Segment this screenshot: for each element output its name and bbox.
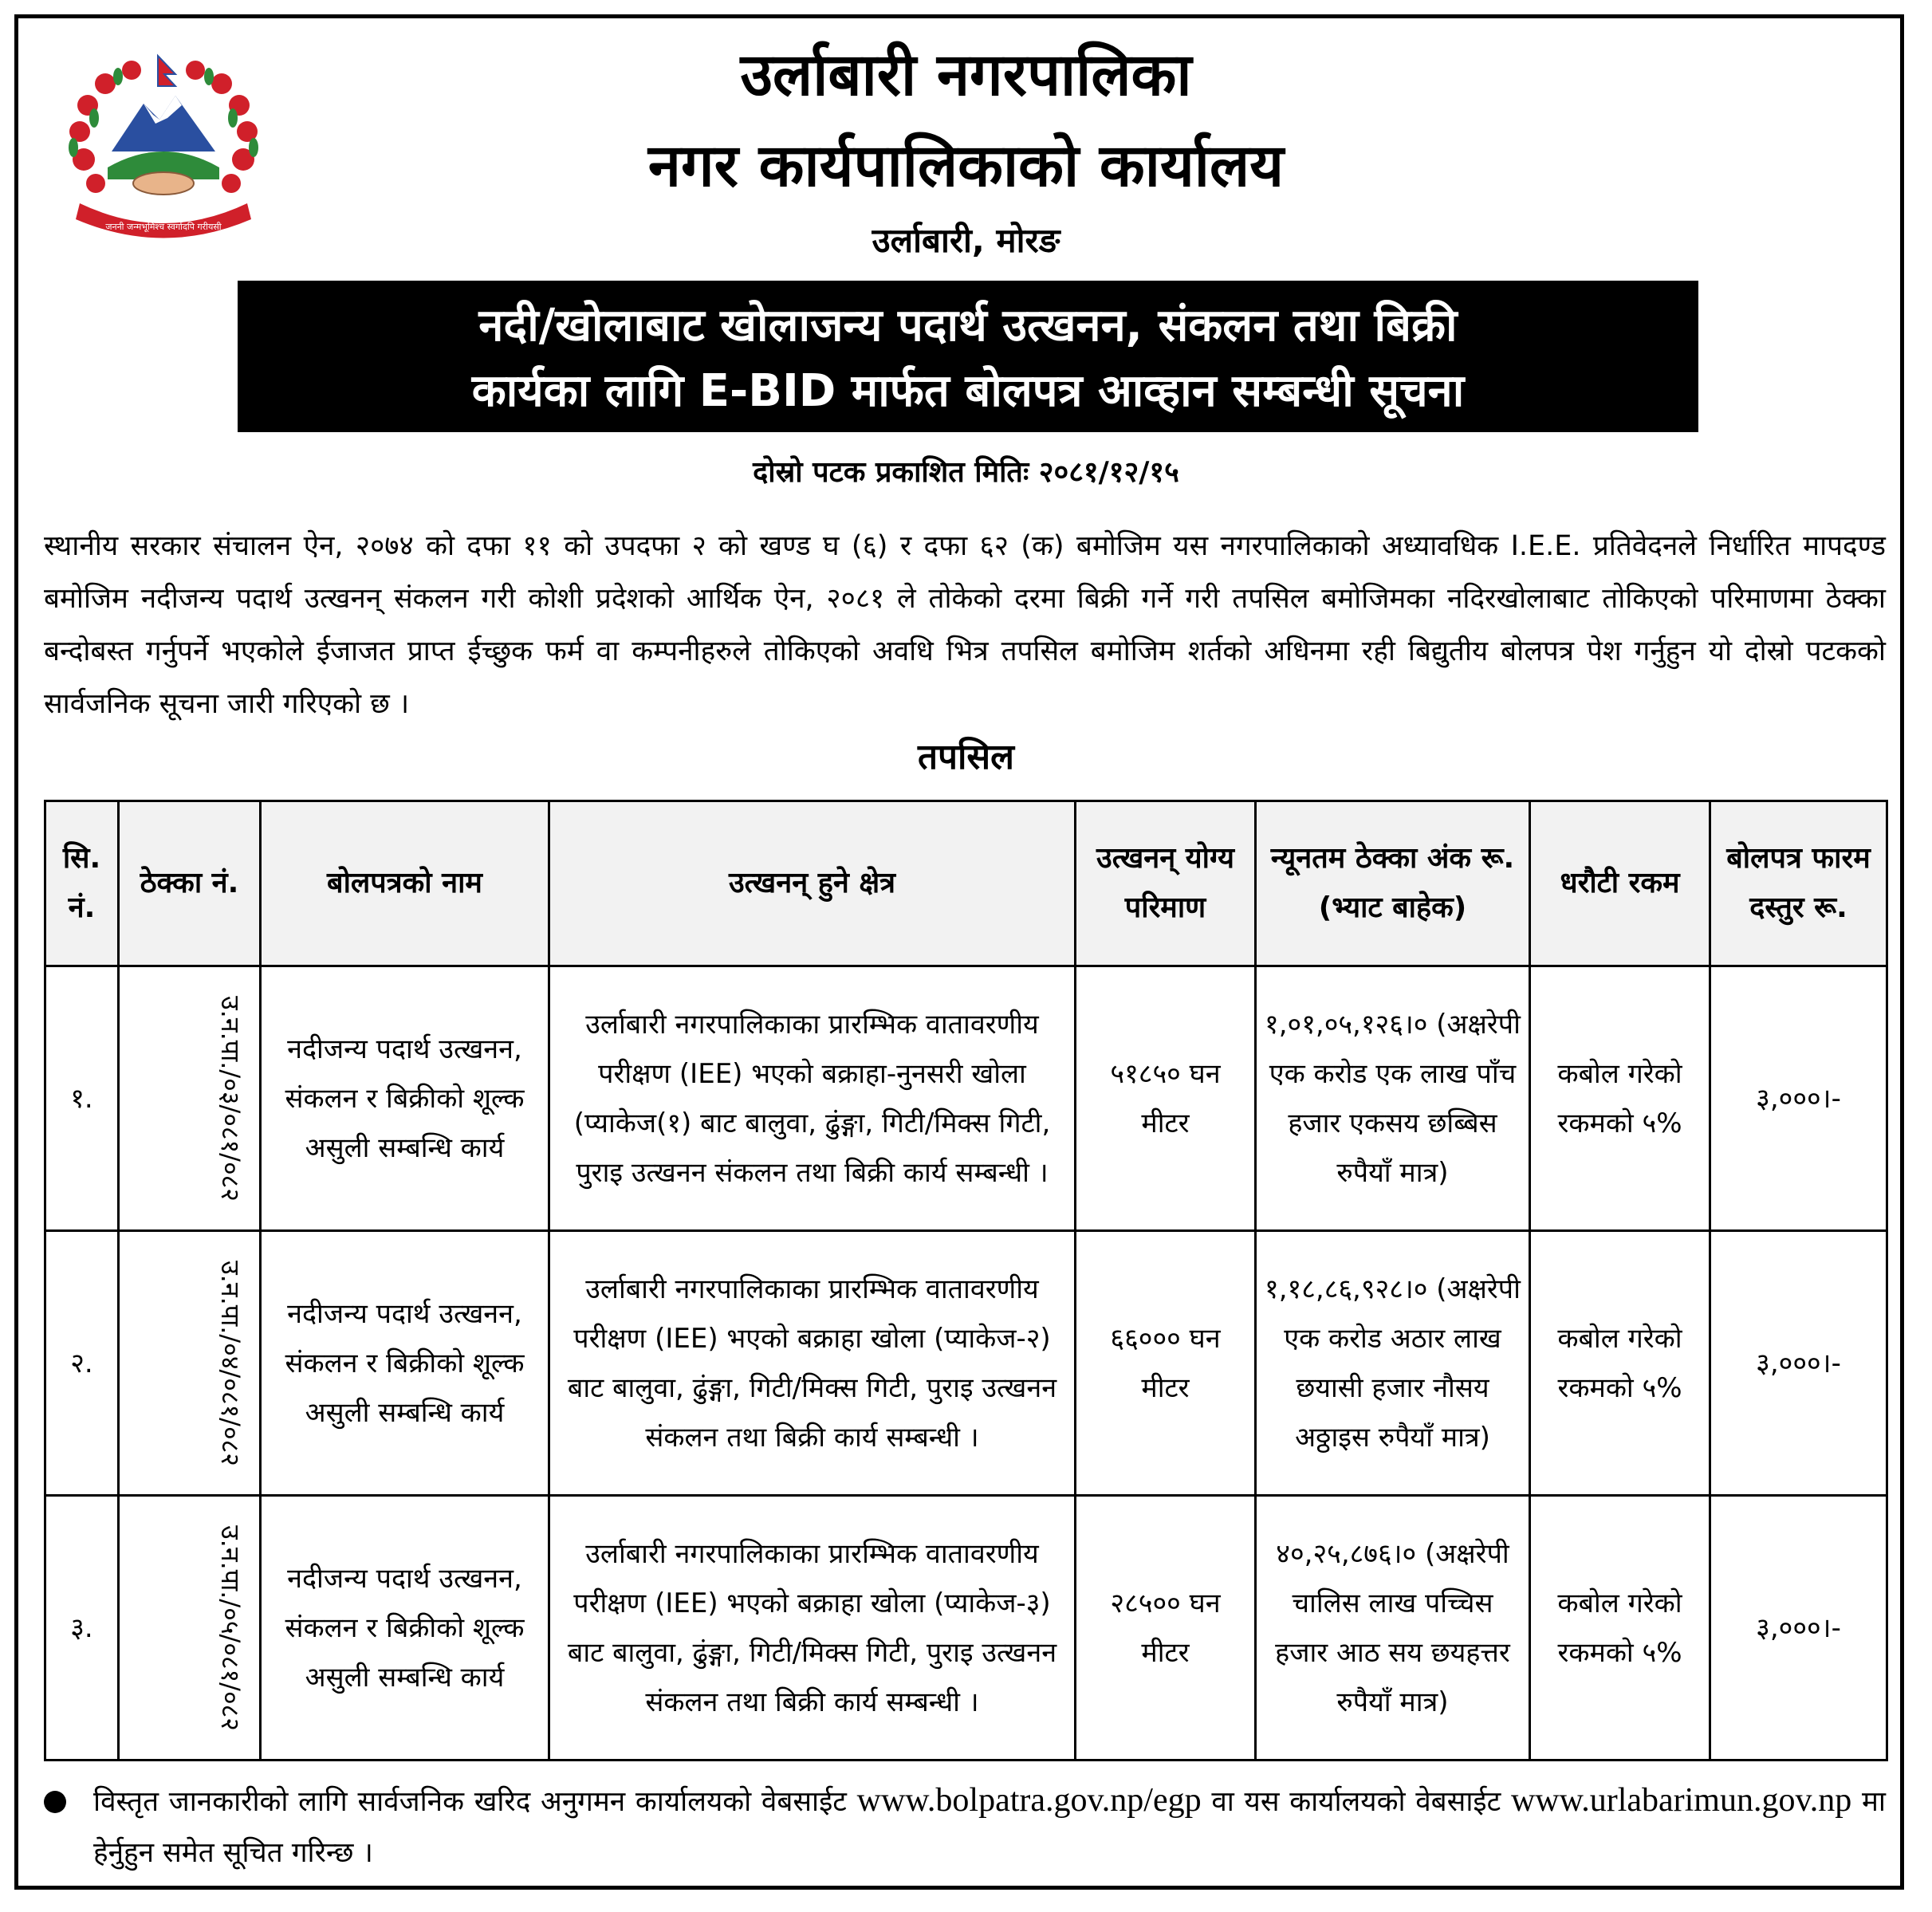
contract-no-cell bbox=[119, 1496, 261, 1761]
header-area: उत्खनन् हुने क्षेत्र bbox=[549, 801, 1076, 966]
bolpatra-link[interactable]: www.bolpatra.gov.np/egp bbox=[856, 1782, 1202, 1819]
contract-no-text: उ.न.पा./०४/०८१/०८२ bbox=[214, 1260, 246, 1466]
footer-note bbox=[44, 1775, 1886, 1879]
header-serial: सि. नं. bbox=[45, 801, 119, 966]
quantity-cell: ६६००० घन मीटर bbox=[1076, 1231, 1256, 1496]
office-title: नगर कार्यपालिकाको कार्यालय bbox=[647, 132, 1285, 200]
footer-text-3: मा हेर्नुहुन समेत सूचित गरिन्छ । bbox=[93, 1786, 1886, 1869]
min-amount-cell: ४०,२५,८७६।० (अक्षरेपी चालिस लाख पच्चिस हजार आठ सय छयहत्तर रुपैयाँ मात्र) bbox=[1256, 1496, 1530, 1761]
area-cell: उर्लाबारी नगरपालिकाका प्रारम्भिक वातावरणीय परीक्षण (IEE) भएको बक्राहा खोला (प्याकेज-३) बाट बालुवा, ढुंङ्गा, गिटी/मिक्स गिटी, पुराइ उत्खनन संकलन तथा बिक्री कार्य सम्बन्धी । bbox=[549, 1496, 1076, 1761]
min-amount-cell: १,१८,८६,९२८।० (अक्षरेपी एक करोड अठार लाख छयासी हजार नौसय अठ्ठाइस रुपैयाँ मात्र) bbox=[1256, 1231, 1530, 1496]
quantity-cell: २८५०० घन मीटर bbox=[1076, 1496, 1256, 1761]
bid-name-cell: नदीजन्य पदार्थ उत्खनन, संकलन र बिक्रीको शूल्क असुली सम्बन्धि कार्य bbox=[261, 1496, 549, 1761]
contract-no-cell bbox=[119, 1231, 261, 1496]
table-row bbox=[45, 1231, 1887, 1496]
banner-line-1: नदी/खोलाबाट खोलाजन्य पदार्थ उत्खनन, संकलन तथा बिक्री bbox=[478, 300, 1458, 352]
notice-body-text: स्थानीय सरकार संचालन ऐन, २०७४ को दफा ११ को उपदफा २ को खण्ड घ (६) र दफा ६२ (क) बमोजिम यस नगरपालिकाको अध्यावधिक I.E.E. प्रतिवेदनले निर्धारित मापदण्ड बमोजिम नदीजन्य पदार्थ उत्खनन् संकलन गरी कोशी प्रदेशको आर्थिक ऐन, २०८१ ले तोकेको दरमा बिक्री गर्ने गरी तपसिल बमोजिमका नदिरखोलाबाट तोकिएको परिमाणमा ठेक्का बन्दोबस्त गर्नुपर्ने भएकोले ईजाजत प्राप्त ईच्छुक फर्म वा कम्पनीहरुले तोकिएको अवधि भित्र तपसिल बमोजिम शर्तको अधिनमा रही बिद्युतीय बोलपत्र पेश गर्नुहुन यो दोस्रो पटकको सार्वजनिक सूचना जारी गरिएको छ । bbox=[44, 530, 1886, 720]
area-cell: उर्लाबारी नगरपालिकाका प्रारम्भिक वातावरणीय परीक्षण (IEE) भएको बक्राहा खोला (प्याकेज-२) बाट बालुवा, ढुंङ्गा, गिटी/मिक्स गिटी, पुराइ उत्खनन संकलन तथा बिक्री कार्य सम्बन्धी । bbox=[549, 1231, 1076, 1496]
table-row bbox=[45, 1496, 1887, 1761]
contract-no-text: उ.न.पा./०३/०८१/०८२ bbox=[214, 995, 246, 1202]
header-bid-name: बोलपत्रको नाम bbox=[261, 801, 549, 966]
header-form-fee: बोलपत्र फारम दस्तुर रू. bbox=[1710, 801, 1887, 966]
table-title: तपसिल bbox=[917, 737, 1015, 777]
notice-banner bbox=[238, 281, 1698, 432]
deposit-cell: कबोल गरेको रकमको ५% bbox=[1530, 1231, 1710, 1496]
footer-text-2: वा यस कार्यालयको वेबसाईट bbox=[1211, 1786, 1501, 1818]
municipality-title: उर्लाबारी नगरपालिका bbox=[740, 41, 1192, 109]
serial-cell: २. bbox=[45, 1231, 119, 1496]
bid-name-cell: नदीजन्य पदार्थ उत्खनन, संकलन र बिक्रीको शूल्क असुली सम्बन्धि कार्य bbox=[261, 1231, 549, 1496]
contract-no-cell bbox=[119, 966, 261, 1231]
form-fee-cell: ३,०००।- bbox=[1710, 1496, 1887, 1761]
min-amount-cell: १,०१,०५,१२६।० (अक्षरेपी एक करोड एक लाख पाँच हजार एकसय छब्बिस रुपैयाँ मात्र) bbox=[1256, 966, 1530, 1231]
footer-note-text bbox=[93, 1775, 1886, 1879]
serial-cell: १. bbox=[45, 966, 119, 1231]
area-cell: उर्लाबारी नगरपालिकाका प्रारम्भिक वातावरणीय परीक्षण (IEE) भएको बक्राहा-नुनसरी खोला (प्याकेज(१) बाट बालुवा, ढुंङ्गा, गिटी/मिक्स गिटी, पुराइ उत्खनन संकलन तथा बिक्री कार्य सम्बन्धी । bbox=[549, 966, 1076, 1231]
header-contract-no: ठेक्का नं. bbox=[119, 801, 261, 966]
bullet-icon bbox=[44, 1791, 66, 1813]
municipality-website-link[interactable]: www.urlabarimun.gov.np bbox=[1510, 1782, 1852, 1819]
deposit-cell: कबोल गरेको रकमको ५% bbox=[1530, 1496, 1710, 1761]
office-location: उर्लाबारी, मोरङ bbox=[872, 221, 1060, 260]
header-quantity: उत्खनन् योग्य परिमाण bbox=[1076, 801, 1256, 966]
deposit-cell: कबोल गरेको रकमको ५% bbox=[1530, 966, 1710, 1231]
table-row bbox=[45, 966, 1887, 1231]
serial-cell: ३. bbox=[45, 1496, 119, 1761]
bid-name-cell: नदीजन्य पदार्थ उत्खनन, संकलन र बिक्रीको शूल्क असुली सम्बन्धि कार्य bbox=[261, 966, 549, 1231]
form-fee-cell: ३,०००।- bbox=[1710, 966, 1887, 1231]
tender-table bbox=[44, 800, 1888, 1761]
banner-line-2: कार्यका लागि E-BID मार्फत बोलपत्र आव्हान सम्बन्धी सूचना bbox=[471, 365, 1465, 417]
svg-text:जननी जन्मभूमिश्च स्वर्गादपि गर: जननी जन्मभूमिश्च स्वर्गादपि गरीयसी bbox=[105, 222, 222, 232]
publication-date: दोस्रो पटक प्रकाशित मितिः २०८१/१२/१५ bbox=[753, 456, 1179, 489]
header-min-amount: न्यूनतम ठेक्का अंक रू. (भ्याट बाहेक) bbox=[1256, 801, 1530, 966]
header-deposit: धरौटी रकम bbox=[1530, 801, 1710, 966]
table-header-row bbox=[45, 801, 1887, 966]
form-fee-cell: ३,०००।- bbox=[1710, 1231, 1887, 1496]
contract-no-text: उ.न.पा./०५/०८१/०८२ bbox=[214, 1524, 246, 1731]
footer-text-1: विस्तृत जानकारीको लागि सार्वजनिक खरिद अनुगमन कार्यालयको वेबसाईट bbox=[93, 1786, 847, 1818]
quantity-cell: ५१८५० घन मीटर bbox=[1076, 966, 1256, 1231]
